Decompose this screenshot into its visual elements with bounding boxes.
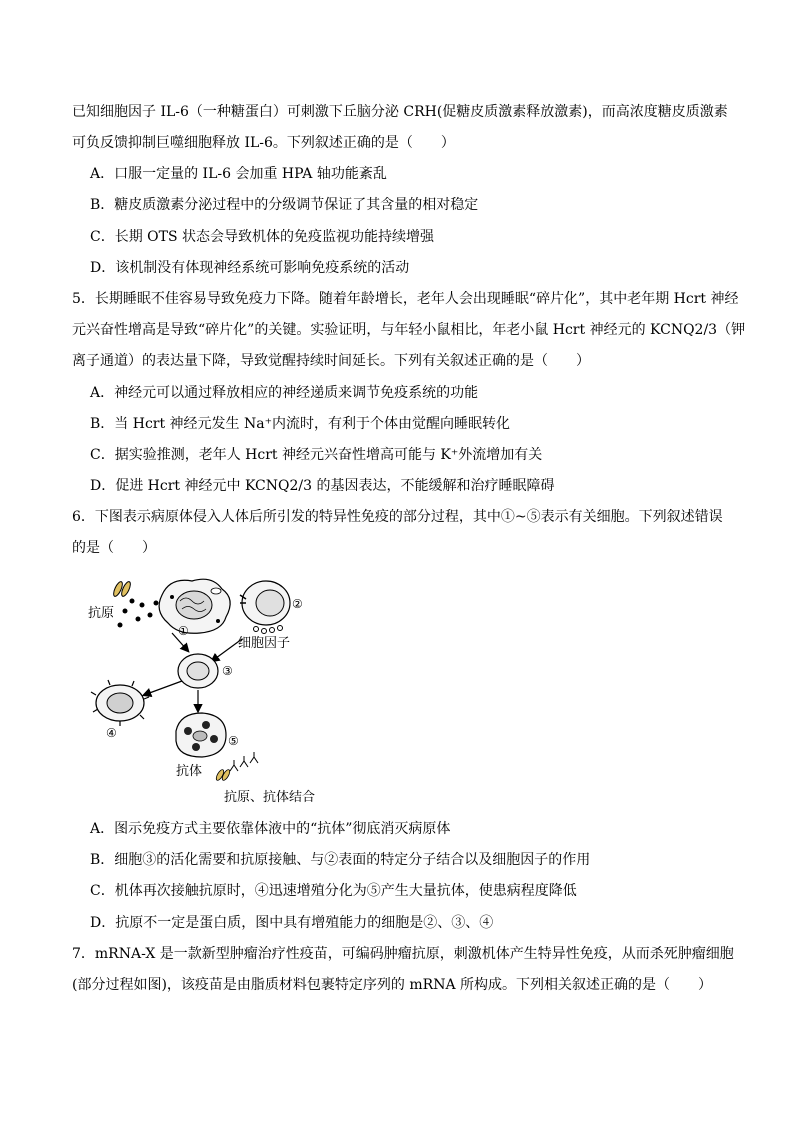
q6-option-a: A．图示免疫方式主要依靠体液中的“抗体”彻底消灭病原体: [90, 821, 451, 837]
q4-option-a: A．口服一定量的 IL-6 会加重 HPA 轴功能紊乱: [90, 166, 387, 182]
memory-cell-4: [91, 680, 149, 726]
q5-stem-line-2: 元兴奋性增高是导致“碎片化”的关键。实验证明，与年轻小鼠相比，年老小鼠 Hcrt 神经元的 KCNQ2/3（钾: [72, 322, 746, 338]
cell-number-2: ②: [292, 597, 303, 611]
antibody-label: 抗体: [176, 764, 203, 779]
antigen-label: 抗原: [88, 606, 115, 621]
cell-number-4: ④: [106, 726, 117, 740]
q5-stem-line-3: 离子通道）的表达量下降，导致觉醒持续时间延长。下列有关叙述正确的是（ ）: [72, 353, 590, 369]
binding-label: 抗原、抗体结合: [224, 790, 316, 805]
q5-stem-line-1: 5．长期睡眠不佳容易导致免疫力下降。随着年龄增长，老年人会出现睡眠“碎片化”，其中老年期 Hcrt 神经: [72, 291, 739, 307]
q4-option-d: D．该机制没有体现神经系统可影响免疫系统的活动: [90, 260, 410, 276]
cytokine-label: 细胞因子: [238, 636, 291, 651]
q5-option-b: B．当 Hcrt 神经元发生 Na⁺内流时，有利于个体由觉醒向睡眠转化: [90, 416, 510, 432]
q4-stem-line-1: 已知细胞因子 IL-6（一种糖蛋白）可刺激下丘脑分泌 CRH(促糖皮质激素释放激素)，而高浓度糖皮质激素: [72, 104, 728, 120]
q7-stem-line-2: (部分过程如图)，该疫苗是由脂质材料包裹特定序列的 mRNA 所构成。下列相关叙述正确的是（ ）: [72, 977, 712, 993]
q5-option-a: A．神经元可以通过释放相应的神经递质来调节免疫系统的功能: [90, 385, 479, 401]
q6-stem-line-1: 6．下图表示病原体侵入人体后所引发的特异性免疫的部分过程，其中①~⑤表示有关细胞。下列叙述错误: [72, 509, 723, 525]
q4-option-b: B．糖皮质激素分泌过程中的分级调节保证了其含量的相对稳定: [90, 197, 479, 213]
q4-stem-line-2: 可负反馈抑制巨噬细胞释放 IL-6。下列叙述正确的是（ ）: [72, 135, 455, 151]
plasma-cell-5: [176, 713, 226, 757]
q6-option-b: B．细胞③的活化需要和抗原接触、与②表面的特定分子结合以及细胞因子的作用: [90, 852, 591, 868]
cell-number-5: ⑤: [228, 734, 239, 748]
antigen-antibody-complex-icon: [215, 769, 231, 782]
antibody-y-icons: [230, 752, 258, 771]
helper-t-cell-2: [240, 581, 290, 625]
q6-option-c: C．机体再次接触抗原时，④迅速增殖分化为⑤产生大量抗体，使患病程度降低: [90, 883, 577, 899]
q5-option-c: C．据实验推测，老年人 Hcrt 神经元兴奋性增高可能与 K⁺外流增加有关: [90, 447, 543, 463]
q7-stem-line-1: 7．mRNA-X 是一款新型肿瘤治疗性疫苗，可编码肿瘤抗原，刺激机体产生特异性免疫，从而杀死肿瘤细胞: [72, 946, 734, 962]
q4-option-c: C．长期 OTS 状态会导致机体的免疫监视功能持续增强: [90, 229, 435, 245]
immune-process-diagram: [80, 573, 380, 813]
cell-number-1: ①: [178, 624, 189, 638]
antigen-particles: [118, 599, 159, 628]
q6-option-d: D．抗原不一定是蛋白质，图中具有增殖能力的细胞是②、③、④: [90, 915, 494, 931]
antigen-rods-icon: [112, 580, 132, 597]
antigen-presenting-cell-1: [159, 579, 230, 633]
q5-option-d: D．促进 Hcrt 神经元中 KCNQ2/3 的基因表达，不能缓解和治疗睡眠障碍: [90, 478, 555, 494]
cytokine-particles: [254, 626, 283, 634]
b-cell-3: [178, 654, 218, 688]
cell-number-3: ③: [222, 664, 233, 678]
q6-stem-line-2: 的是（ ）: [72, 540, 156, 556]
